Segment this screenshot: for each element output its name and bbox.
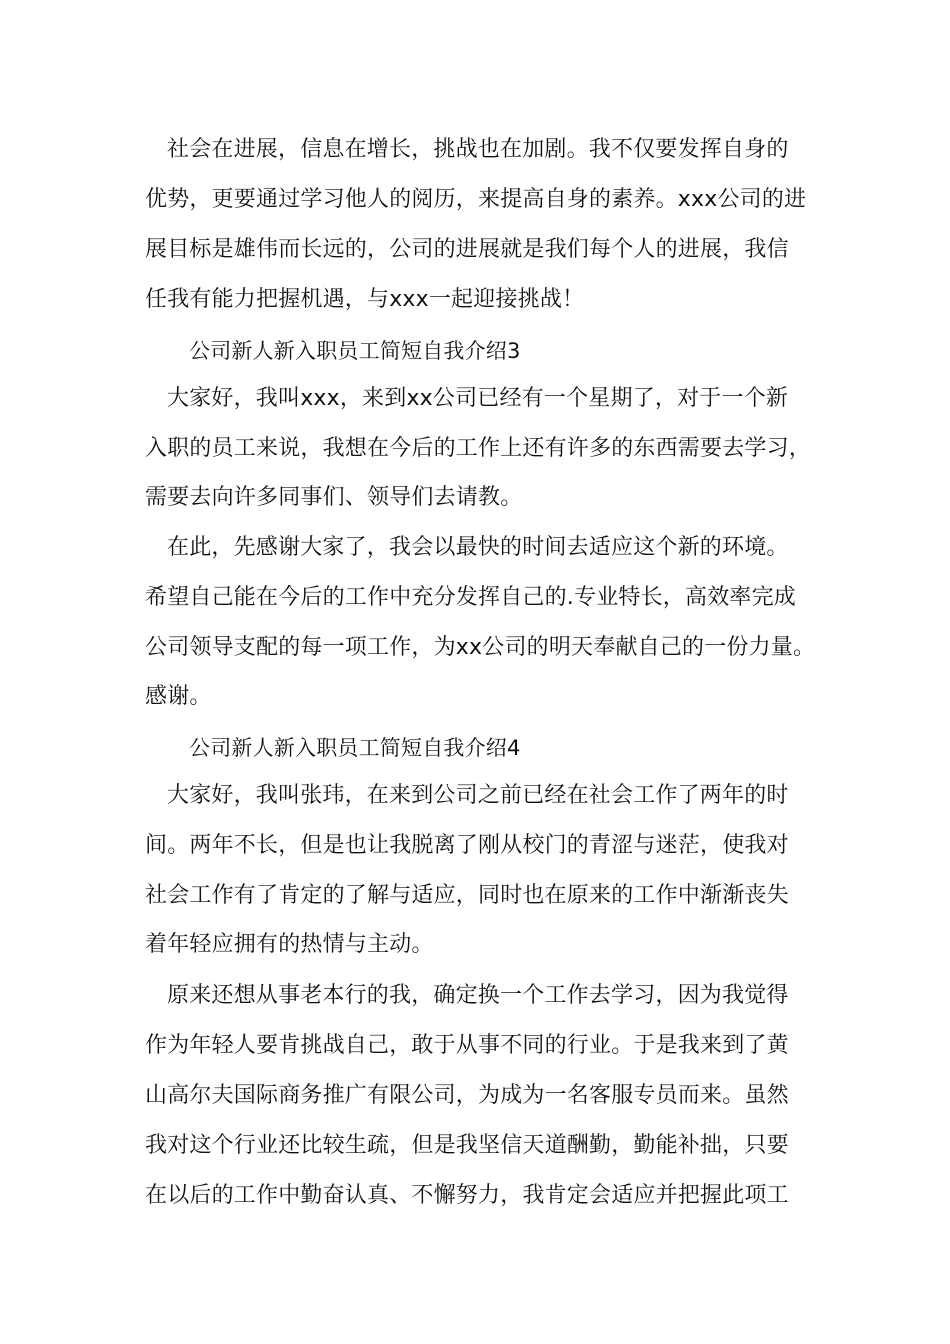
paragraph-line: 优势，更要通过学习他人的阅历，来提高自身的素养。xxx公司的进 xyxy=(145,187,807,212)
section-heading-4: 公司新人新入职员工简短自我介绍4 xyxy=(189,736,521,760)
paragraph-line: 感谢。 xyxy=(145,684,212,709)
paragraph-line: 公司领导支配的每一项工作，为xx公司的明天奉献自己的一份力量。 xyxy=(145,635,816,660)
paragraph-line: 入职的员工来说，我想在今后的工作上还有许多的东西需要去学习， xyxy=(145,436,812,461)
paragraph-line: 社会在进展，信息在增长，挑战也在加剧。我不仅要发挥自身的 xyxy=(167,137,789,162)
paragraph-line: 大家好，我叫xxx，来到xx公司已经有一个星期了，对于一个新 xyxy=(167,386,789,411)
paragraph-line: 大家好，我叫张玮，在来到公司之前已经在社会工作了两年的时 xyxy=(167,783,789,808)
paragraph-line: 希望自己能在今后的工作中充分发挥自己的.专业特长，高效率完成 xyxy=(145,585,796,610)
paragraph-line: 在此，先感谢大家了，我会以最快的时间去适应这个新的环境。 xyxy=(167,535,789,560)
paragraph-line: 需要去向许多同事们、领导们去请教。 xyxy=(145,485,523,510)
paragraph-line: 社会工作有了肯定的了解与适应，同时也在原来的工作中渐渐丧失 xyxy=(145,883,789,908)
paragraph-line: 任我有能力把握机遇，与xxx一起迎接挑战！ xyxy=(145,287,585,312)
paragraph-line: 我对这个行业还比较生疏，但是我坚信天道酬勤，勤能补拙，只要 xyxy=(145,1133,789,1158)
paragraph-line: 着年轻应拥有的热情与主动。 xyxy=(145,932,434,957)
paragraph-line: 展目标是雄伟而长远的，公司的进展就是我们每个人的进展，我信 xyxy=(145,237,789,262)
paragraph-line: 山高尔夫国际商务推广有限公司，为成为一名客服专员而来。虽然 xyxy=(145,1083,789,1108)
paragraph-line: 作为年轻人要肯挑战自己，敢于从事不同的行业。于是我来到了黄 xyxy=(145,1033,789,1058)
paragraph-line: 在以后的工作中勤奋认真、不懈努力，我肯定会适应并把握此项工 xyxy=(145,1183,789,1208)
section-heading-3: 公司新人新入职员工简短自我介绍3 xyxy=(189,339,521,363)
paragraph-line: 原来还想从事老本行的我，确定换一个工作去学习，因为我觉得 xyxy=(167,983,789,1008)
paragraph-line: 间。两年不长，但是也让我脱离了刚从校门的青涩与迷茫，使我对 xyxy=(145,833,789,858)
